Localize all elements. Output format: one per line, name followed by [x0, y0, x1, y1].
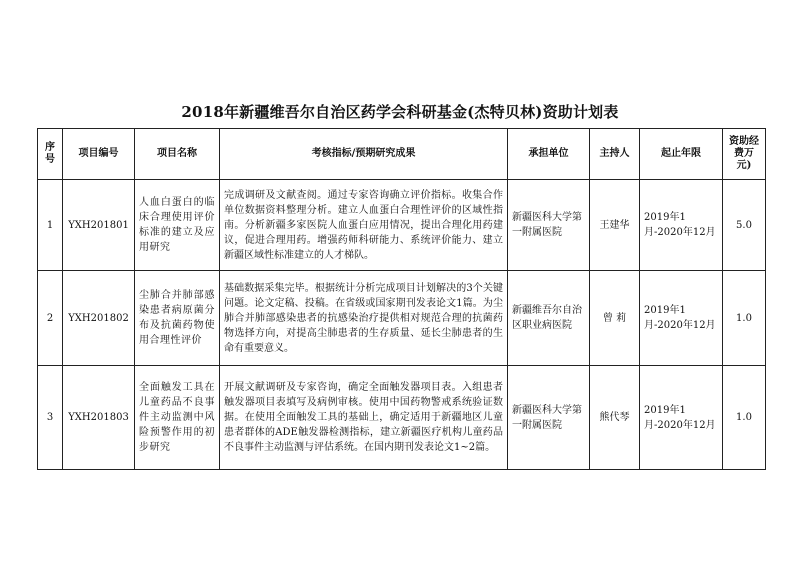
header-seq: 序号 — [38, 129, 63, 180]
cell-code: YXH201803 — [63, 366, 135, 470]
table-row — [38, 180, 766, 271]
funding-plan-table — [37, 128, 766, 470]
cell-seq: 1 — [38, 180, 63, 271]
header-fund: 资助经费万元) — [723, 129, 766, 180]
cell-name: 尘肺合并肺部感染患者病原菌分布及抗菌药物使用合理性评价 — [135, 271, 220, 366]
cell-unit: 新疆维吾尔自治区职业病医院 — [508, 271, 590, 366]
header-period: 起止年限 — [640, 129, 723, 180]
cell-fund: 5.0 — [723, 180, 766, 271]
cell-fund: 1.0 — [723, 271, 766, 366]
cell-fund: 1.0 — [723, 366, 766, 470]
cell-pi: 曾 莉 — [590, 271, 640, 366]
table-header-row — [38, 129, 766, 180]
cell-code: YXH201801 — [63, 180, 135, 271]
cell-name: 人血白蛋白的临床合理使用评价标准的建立及应用研究 — [135, 180, 220, 271]
cell-name: 全面触发工具在儿童药品不良事件主动监测中风险预警作用的初步研究 — [135, 366, 220, 470]
header-outcome: 考核指标/预期研究成果 — [220, 129, 508, 180]
cell-code: YXH201802 — [63, 271, 135, 366]
cell-outcome: 基础数据采集完毕。根据统计分析完成项目计划解决的3个关键问题。论文定稿、投稿。在省级或国家期刊发表论文1篇。为尘肺合并肺部感染患者的抗感染治疗提供相对规范合理的抗菌药物选择方向，对提高尘肺患者的生存质量、延长尘肺患者的生命有重要意义。 — [220, 271, 508, 366]
table-row — [38, 271, 766, 366]
cell-seq: 3 — [38, 366, 63, 470]
cell-period: 2019年1月-2020年12月 — [640, 271, 723, 366]
cell-seq: 2 — [38, 271, 63, 366]
header-pi: 主持人 — [590, 129, 640, 180]
cell-period: 2019年1月-2020年12月 — [640, 366, 723, 470]
cell-pi: 王建华 — [590, 180, 640, 271]
cell-outcome: 开展文献调研及专家咨询，确定全面触发器项目表。入组患者触发器项目表填写及病例审核。使用中国药物警戒系统验证数据。在使用全面触发工具的基础上，确定适用于新疆地区儿童患者群体的ADE触发器检测指标，建立新疆医疗机构儿童药品不良事件主动监测与评估系统。在国内期刊发表论文1~2篇。 — [220, 366, 508, 470]
cell-outcome: 完成调研及文献查阅。通过专家咨询确立评价指标。收集合作单位数据资料整理分析。建立人血蛋白合理性评价的区域性指南。分析新疆多家医院人血蛋白应用情况，提出合理化用药建议，促进合理用药。增强药师科研能力、系统评价能力、建立新疆区域性标准建立的人才梯队。 — [220, 180, 508, 271]
cell-unit: 新疆医科大学第一附属医院 — [508, 366, 590, 470]
cell-unit: 新疆医科大学第一附属医院 — [508, 180, 590, 271]
cell-period: 2019年1月-2020年12月 — [640, 180, 723, 271]
header-unit: 承担单位 — [508, 129, 590, 180]
cell-pi: 熊代琴 — [590, 366, 640, 470]
header-name: 项目名称 — [135, 129, 220, 180]
header-code: 项目编号 — [63, 129, 135, 180]
table-row — [38, 366, 766, 470]
page-title: 2018年新疆维吾尔自治区药学会科研基金(杰特贝林)资助计划表 — [181, 103, 619, 121]
